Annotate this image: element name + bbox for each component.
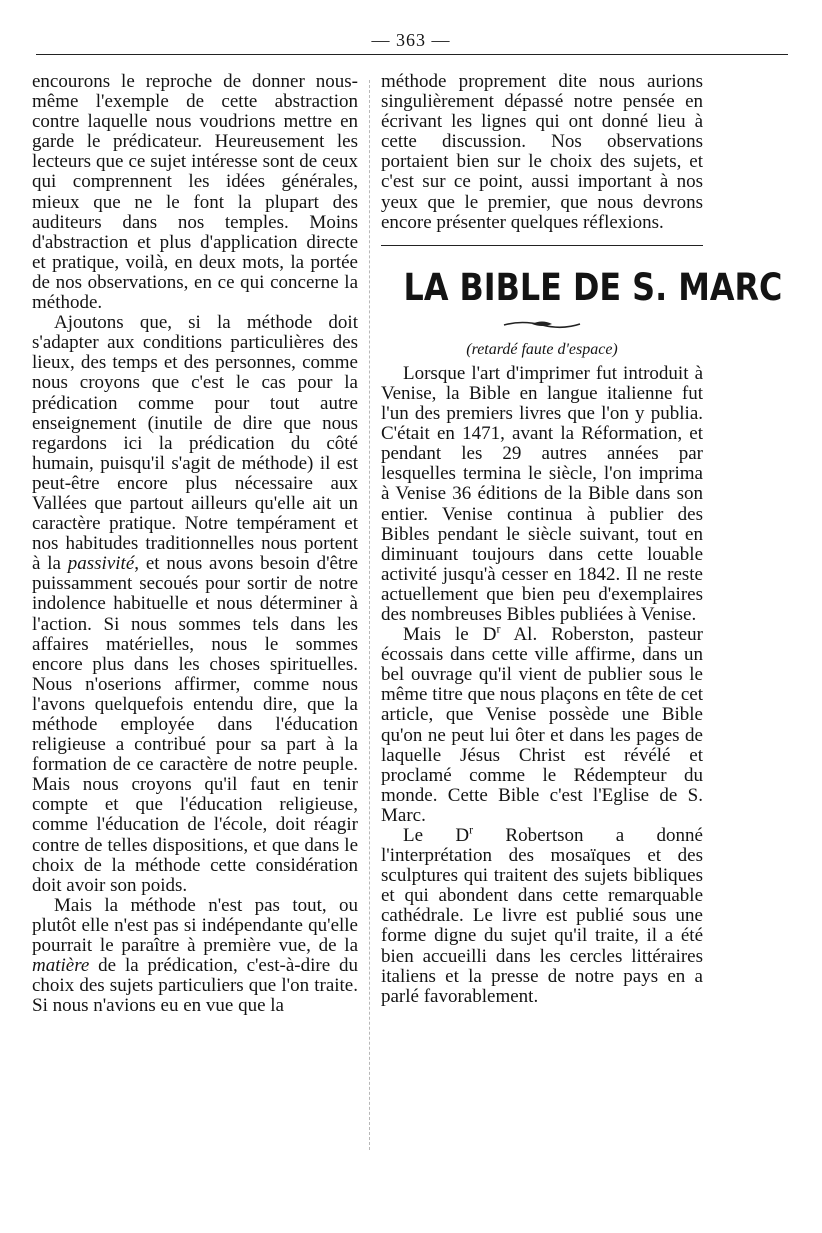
left-column xyxy=(32,72,358,1016)
text-run: Mais la méthode n'est pas tout, ou plutôt elle n'est pas si indépendante qu'elle pourrait le paraître à première vue, de la xyxy=(32,894,358,957)
paragraph: Lorsque l'art d'imprimer fut introduit à Venise, la Bible en langue italienne fut l'un des premiers livres que l'on y publia. C'était en 1471, avant la Réformation, et pendant les 29 autres années par lesquelles termina le siècle, l'on imprima à Venise 36 éditions de la Bible dans son entier. Venise continua à publier des Bibles pendant le siècle suivant, tout en diminuant toujours dans cette louable activité jusqu'à cesser en 1842. Il ne reste actuellement que bien peu d'exemplaires des nombreuses Bibles publiées à Venise. xyxy=(381,362,703,625)
superscript: r xyxy=(469,822,474,837)
superscript: r xyxy=(496,621,501,636)
column-divider xyxy=(369,80,370,1150)
header-rule xyxy=(36,54,788,55)
text-run: Robertson a donné l'interprétation des mosaïques et des sculptures qui traitent des sujets bibliques et qui abondent dans cette remarquable cathédrale. Le livre est publié sous une forme digne du sujet qu'il traite, il a été bien accueilli dans les cercles littéraires italiens et la presse de notre pays en a parlé favorablement. xyxy=(381,825,703,1007)
article-subtitle: (retardé faute d'espace) xyxy=(466,340,618,358)
ornament-flourish-icon xyxy=(502,318,582,330)
text-run: de la prédication, c'est-à-dire du choix des sujets particuliers que l'on traite. Si nous n'avions eu en vue que la xyxy=(32,955,358,1017)
page-number: — 363 — xyxy=(371,30,451,50)
paragraph xyxy=(32,313,358,896)
emphasis: matière xyxy=(32,955,90,977)
paragraph: méthode proprement dite nous aurions singulièrement dépassé notre pensée en écrivant les lignes qui ont donné lieu à cette discussion. Nos observations portaient bien sur le choix des sujets, et c'est sur ce point, aussi important à nos yeux que le premier, que nous devrons encore présenter quelques réflexions. xyxy=(381,71,703,233)
paragraph xyxy=(381,621,703,826)
paragraph xyxy=(32,896,358,1017)
article-title: LA BIBLE DE S. MARC xyxy=(403,265,783,309)
emphasis: passivité xyxy=(67,553,135,575)
section-divider xyxy=(381,245,703,246)
paragraph: encourons le reproche de donner nous-même l'exemple de cette abstraction contre laquelle nous voudrions mettre en garde le prédicateur. Heureusement les lecteurs que ce sujet intéresse sont de ceux qui comprennent les idées générales, mieux que ne le font la plupart des auditeurs dans nos temples. Moins d'abstraction et plus d'application directe et pratique, voilà, en deux mots, la portée de nos observations, en ce qui concerne la méthode. xyxy=(32,71,358,314)
text-run: , et nous avons besoin d'être puissamment secoués pour sortir de notre indolence habituelle et nous déterminer à l'action. Si nous sommes tels dans les affaires matérielles, nous le sommes encore plus dans les choses spirituelles. Nous n'oserions affirmer, comme nous l'avons quelquefois entendu dire, que la méthode employée dans l'éducation religieuse a contribué pour sa part à la formation de ce caractère de notre peuple. Mais nous croyons qu'il faut en tenir compte et que l'éducation religieuse, comme l'éducation de l'école, doit réagir contre de telles dispositions, et que dans le choix de la méthode cette considération doit avoir son poids. xyxy=(32,553,358,896)
text-run: Le D xyxy=(403,825,470,846)
right-column xyxy=(381,71,783,1007)
text-run: Al. Roberston, pasteur écossais dans cette ville affirme, dans un bel ouvrage qu'il vient de publier sous le même titre que nous plaçons en tête de cet article, que Venise possède une Bible qu'on ne peut lui ôter et dans les pages de laquelle Jésus Christ est révélé et proclamé comme le Rédempteur du monde. Cette Bible c'est l'Eglise de S. Marc. xyxy=(381,624,703,826)
text-run: Ajoutons que, si la méthode doit s'adapter aux conditions particulières des lieux, des temps et des personnes, comme nous croyons que c'est le cas pour la prédication comme pour tout autre enseignement (inutile de dire que nous regardons ici la prédication du côté humain, puisqu'il s'agit de méthode) il est peut-être encore plus nécessaire aux Vallées que partout ailleurs qu'elle ait un caractère pratique. Notre tempérament et nos habitudes traditionnelles nous portent à la xyxy=(32,312,358,575)
text-run: Mais le D xyxy=(403,624,497,646)
paragraph xyxy=(381,822,703,1007)
